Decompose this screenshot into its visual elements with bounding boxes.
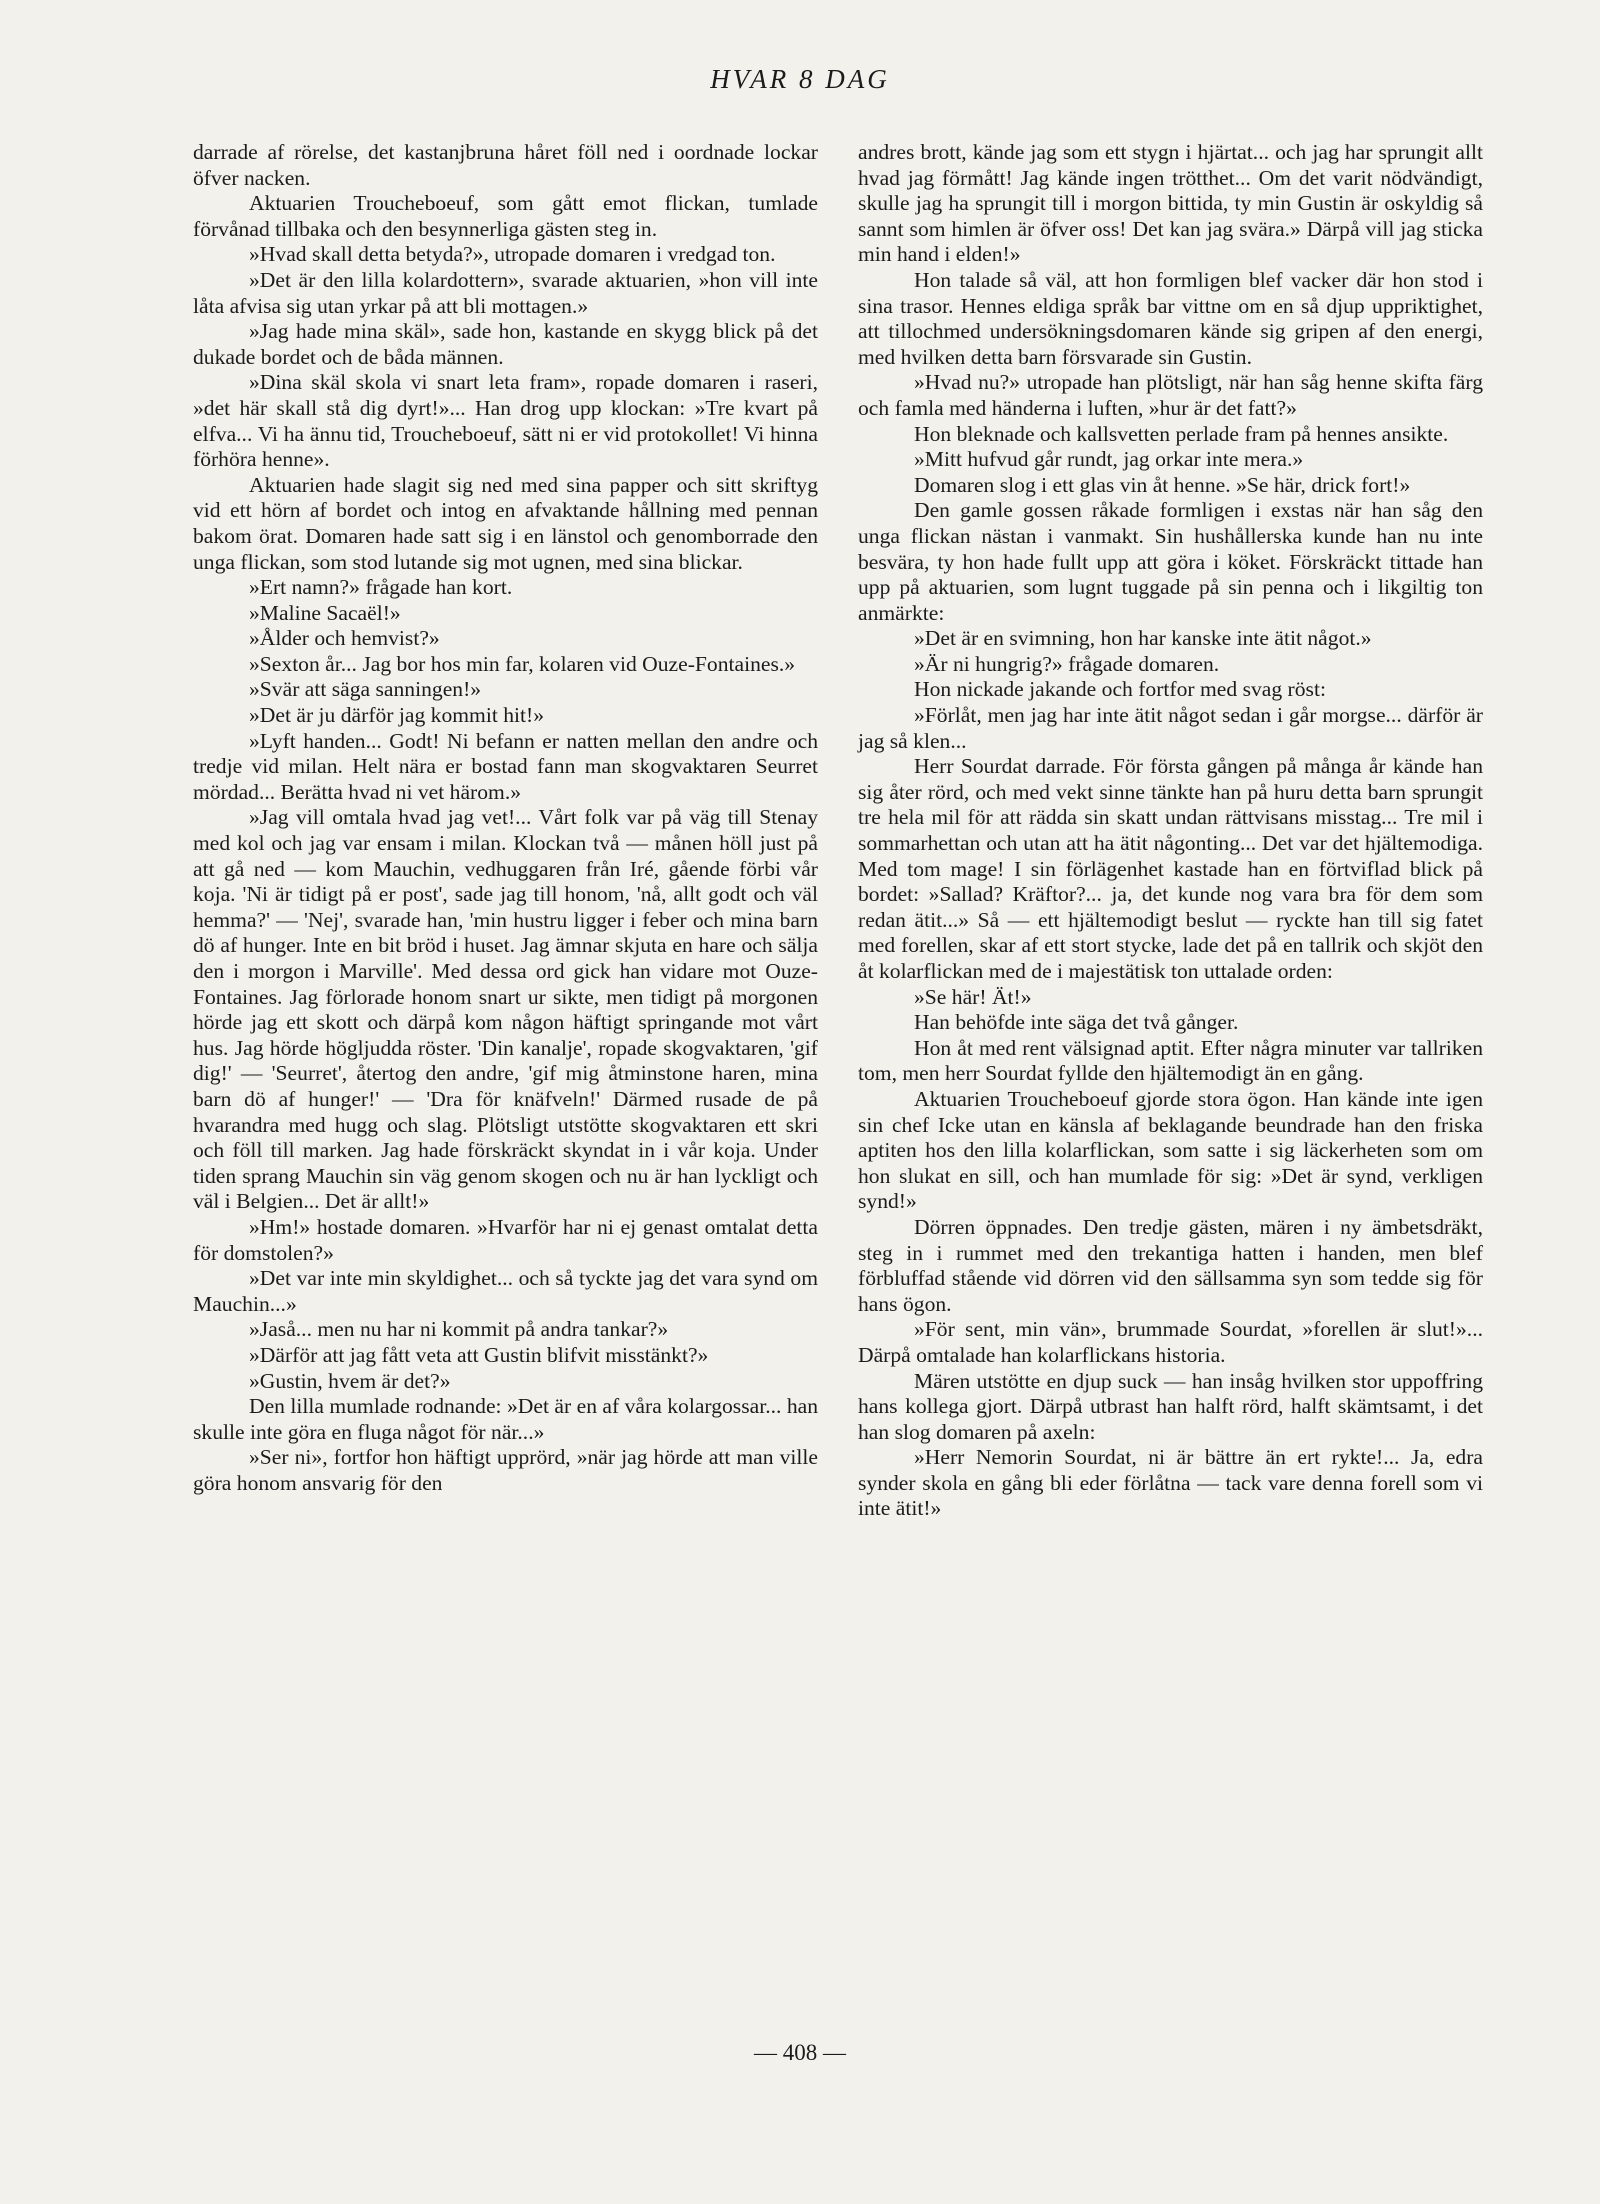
paragraph: »För sent, min vän», brummade Sourdat, »forellen är slut!»... Därpå omtalade han kolarflickans historia. <box>858 1317 1483 1367</box>
paragraph: Hon nickade jakande och fortfor med svag röst: <box>914 677 1326 702</box>
paragraph: »Lyft handen... Godt! Ni befann er natten mellan den andre och tredje vid milan. Helt nära er bostad fann man skogvaktaren Seurret mördad... Berätta hvad ni vet härom.» <box>193 728 818 804</box>
paragraph: »Jaså... men nu har ni kommit på andra tankar?» <box>249 1317 669 1342</box>
paragraph: Hon talade så väl, att hon formligen blef vacker där hon stod i sina trasor. Hennes eldiga språk bar vittne om en så djup uppriktighet, att tillochmed undersökningsdomaren kände sig gripen af den energi, med hvilken detta barn försvarade sin Gustin. <box>858 267 1483 369</box>
paragraph: »Är ni hungrig?» frågade domaren. <box>914 651 1220 676</box>
paragraph: »Det är den lilla kolardottern», svarade aktuarien, »hon vill inte låta afvisa sig utan yrkar på att bli mottagen.» <box>193 267 818 318</box>
paragraph: Den gamle gossen råkade formligen i exstas när han såg den unga flickan nästan i vanmakt. Sin hushållerska kunde han nu inte besvära, ty hon hade fullt upp att göra i köket. Förskräckt tittade han upp på aktuarien, som lugnt tuggade på sin penna och i likgiltig ton anmärkte: <box>858 498 1483 625</box>
paragraph: »Sexton år... Jag bor hos min far, kolaren vid Ouze-Fontaines.» <box>249 651 796 676</box>
paragraph: »Ert namn?» frågade han kort. <box>249 575 513 600</box>
paragraph: »Hvad skall detta betyda?», utropade domaren i vredgad ton. <box>249 242 776 267</box>
paragraph: »Gustin, hvem är det?» <box>249 1368 451 1393</box>
left-column <box>193 140 818 1496</box>
paragraph: »Svär att säga sanningen!» <box>249 677 482 702</box>
paragraph: »Hvad nu?» utropade han plötsligt, när han såg henne skifta färg och famla med händerna i luften, »hur är det fatt?» <box>858 370 1483 420</box>
paragraph: »Det var inte min skyldighet... och så tyckte jag det vara synd om Mauchin...» <box>193 1266 818 1316</box>
paragraph: »Förlåt, men jag har inte ätit något sedan i går morgse... därför är jag så klen... <box>858 703 1483 753</box>
paragraph: »Maline Sacaël!» <box>249 600 401 625</box>
paragraph: Hon bleknade och kallsvetten perlade fram på hennes ansikte. <box>914 421 1449 446</box>
paragraph: »Det är ju därför jag kommit hit!» <box>249 703 545 728</box>
paragraph: Aktuarien hade slagit sig ned med sina papper och sitt skriftyg vid ett hörn af bordet och intog en afvaktande hållning med pennan bakom örat. Domaren hade satt sig i en länstol och genomborrade den unga flickan, som stod lutande sig mot ugnen, med sina blickar. <box>193 472 818 574</box>
paragraph: »Jag vill omtala hvad jag vet!... Vårt folk var på väg till Stenay med kol och jag var ensam i milan. Klockan två — månen höll just på att gå ned — kom Mauchin, vedhuggaren från Iré, gående förbi vår koja. 'Ni är tidigt på er post', sade jag till honom, 'nå, allt godt och väl hemma?' — 'Nej', svarade han, 'min hustru ligger i feber och mina barn dö af hunger. Inte en bit bröd i huset. Jag ämnar skjuta en hare och sälja den i morgon i Marville'. Med dessa ord gick han vidare mot Ouze-Fontaines. Jag förlorade honom snart ur sikte, men tidigt på morgonen hörde jag ett skott och därpå kom någon häftigt springande mot vårt hus. Jag hörde höglјudda röster. 'Din kanalje', ropade skogvaktaren, 'gif dig!' — 'Seurret', återtog den andre, 'gif mig åtminstone haren, mina barn dö af hunger!' — 'Dra för knäfveln!' Därmed rusade de på hvarandra med hugg och slag. Plötsligt utstötte skogvaktaren ett skri och föll till marken. Jag hade förskräckt skyndat in i vår koja. Under tiden sprang Mauchin sin väg genom skogen och nu är han lyckligt och väl i Belgien... Det är allt!» <box>193 805 818 1214</box>
paragraph: Aktuarien Troucheboeuf gjorde stora ögon. Han kände inte igen sin chef Icke utan en känsla af beklagande beundrade han den friska aptiten hos den lilla kolarflickan, som satte i sig läckerheten som om hon slukat en sill, och han mumlade för sig: »Det är synd, verkligen synd!» <box>858 1086 1483 1214</box>
paragraph: »Det är en svimning, hon har kanske inte ätit något.» <box>914 626 1372 651</box>
paragraph: Herr Sourdat darrade. För första gången på många år kände han sig åter rörd, och med vekt sinne tänkte han på huru detta barn sprungit tre hela mil för att rädda sin skatt undan rättvisans misstag... Tre mil i sommarhettan och utan att ha ätit någonting... Det var det hjältemodiga. Med tom mage! I sin förlägenhet kastade han en förtviflad blick på bordet: »Sallad? Kräftor?... ja, det kunde nog vara bra för dem som redan ätit...» Så — ett hjältemodigt beslut — ryckte han till sig fatet med forellen, skar af ett stort stycke, lade det på en tallrik och skjöt den åt kolarflickan med de i majestätisk ton uttalade orden: <box>858 754 1483 983</box>
paragraph: darrade af rörelse, det kastanjbruna håret föll ned i oordnade lockar öfver nacken. <box>193 140 818 190</box>
right-column <box>858 140 1483 1522</box>
paragraph: Aktuarien Troucheboeuf, som gått emot flickan, tumlade förvånad tillbaka och den besynnerliga gästen steg in. <box>193 191 818 241</box>
paragraph: Dörren öppnades. Den tredje gästen, mären i ny ämbetsdräkt, steg in i rummet med den trekantiga hatten i handen, men blef förbluffad stående vid dörren vid den sällsamma syn som tedde sig för hans ögon. <box>858 1214 1483 1316</box>
paragraph: »Se här! Ät!» <box>914 984 1032 1009</box>
page-number: — 408 — <box>754 2040 846 2065</box>
paragraph: Hon åt med rent välsignad aptit. Efter några minuter var tallriken tom, men herr Sourdat fyllde den hjältemodigt än en gång. <box>858 1035 1483 1086</box>
paragraph: »Dina skäl skola vi snart leta fram», ropade domaren i raseri, »det här skall stå dig dyrt!»... Han drog upp klockan: »Tre kvart på elfva... Vi ha ännu tid, Troucheboeuf, sätt ni er vid protokollet! Vi hinna förhöra henne». <box>193 370 818 472</box>
paragraph: »Jag hade mina skäl», sade hon, kastande en skygg blick på det dukade bordet och de båda männen. <box>193 319 818 369</box>
paragraph: »Ser ni», fortfor hon häftigt upprörd, »när jag hörde att man ville göra honom ansvarig för den <box>193 1445 818 1495</box>
paragraph: »Därför att jag fått veta att Gustin blifvit misstänkt?» <box>249 1342 709 1367</box>
paragraph: »Mitt hufvud går rundt, jag orkar inte mera.» <box>914 447 1304 472</box>
running-header: HVAR 8 DAG <box>710 64 890 94</box>
paragraph: Han behöfde inte säga det två gånger. <box>914 1010 1239 1035</box>
paragraph: Mären utstötte en djup suck — han insåg hvilken stor uppoffring hans kollega gjort. Därpå utbrast han halft rörd, halft skämtsamt, i det han slog domaren på axeln: <box>858 1368 1483 1444</box>
paragraph: »Ålder och hemvist?» <box>249 626 440 651</box>
paragraph: Domaren slog i ett glas vin åt henne. »Se här, drick fort!» <box>914 472 1411 497</box>
paragraph: »Hm!» hostade domaren. »Hvarför har ni ej genast omtalat detta för domstolen?» <box>193 1214 818 1265</box>
paragraph: andres brott, kände jag som ett stygn i hjärtat... och jag har sprungit allt hvad jag förmått! Jag kände ingen trötthet... Om det varit nödvändigt, skulle jag ha sprungit till i morgon bittida, ty min Gustin är oskyldig så sannt som himlen är öfver oss! Det kan jag svära.» Därpå vill jag sticka min hand i elden!» <box>858 140 1483 267</box>
paragraph: »Herr Nemorin Sourdat, ni är bättre än ert rykte!... Ja, edra synder skola en gång bli eder förlåtna — tack vare denna forell som vi inte ätit!» <box>858 1445 1483 1521</box>
paragraph: Den lilla mumlade rodnande: »Det är en af våra kolargossar... han skulle inte göra en fluga något för när...» <box>193 1394 818 1444</box>
